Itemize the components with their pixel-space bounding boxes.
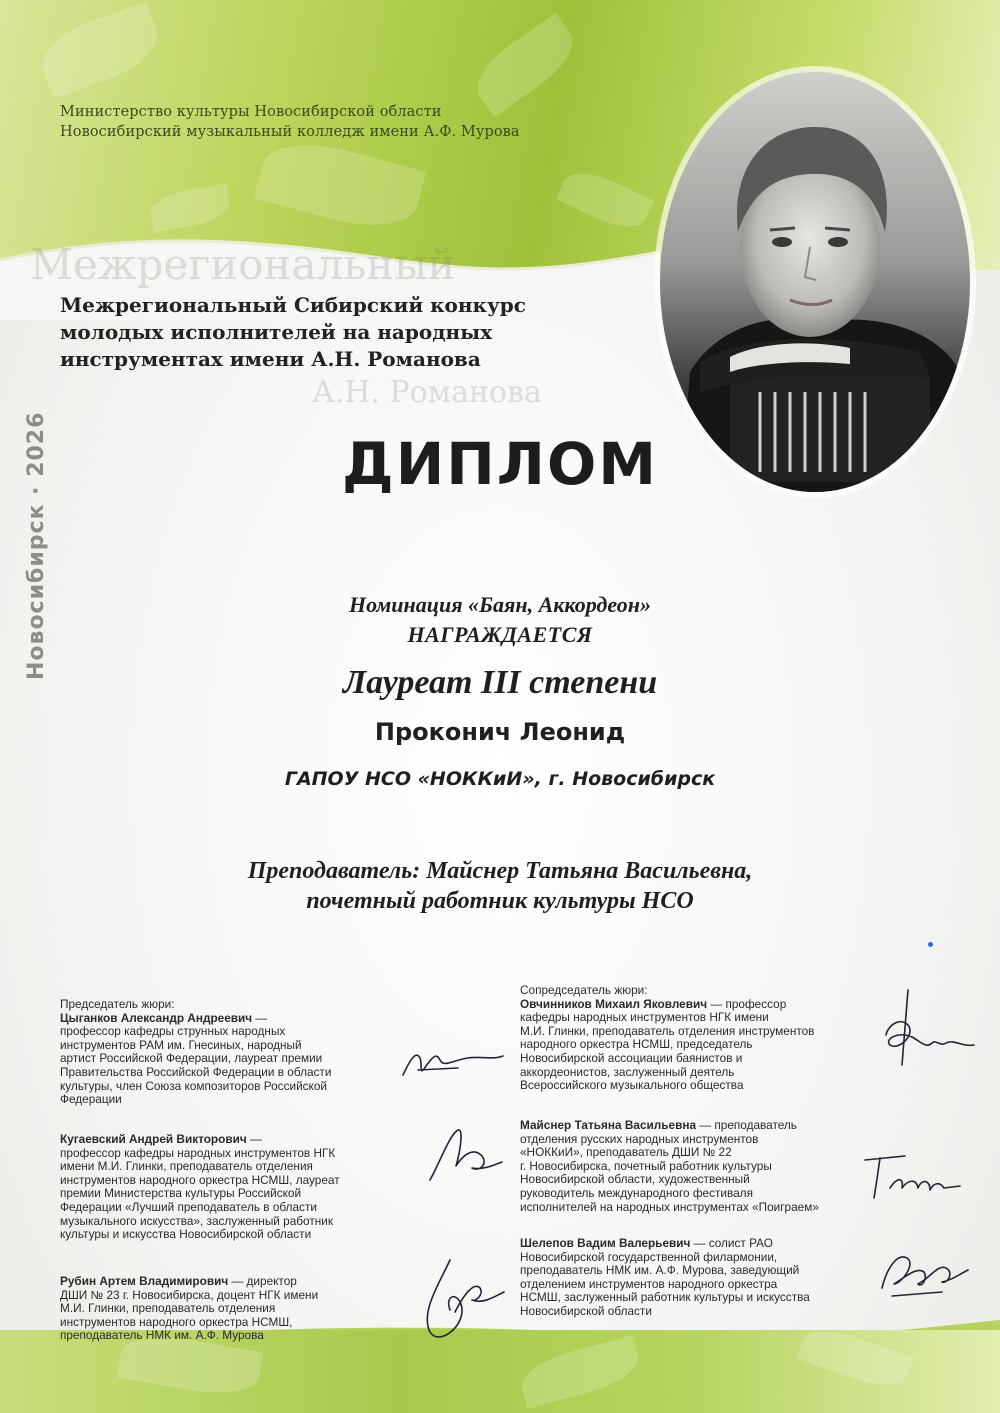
jury-desc-line: «НОККиИ», преподаватель ДШИ № 22 xyxy=(520,1145,732,1160)
jury-desc-line: инструментов РАМ им. Гнесиных, народный xyxy=(60,1037,302,1052)
jury-chair: Председатель жюри: Цыганков Александр Андреевич — профессор кафедры струнных народных инструментов РАМ им. Гнесиных, народный артист Российской Федерации, лауреат премии Правительства Российской Федерации в области культуры, член Союза композиторов Российской Федерации xyxy=(60,998,420,1107)
contest-name xyxy=(60,292,660,373)
laureate-degree: Лауреат III степени xyxy=(342,664,658,701)
jury-desc-line: исполнителей на народных инструментах «Поиграем» xyxy=(520,1199,819,1214)
signature-cochair xyxy=(878,985,978,1075)
portrait-illustration xyxy=(660,72,970,492)
jury-desc-line: имени М.И. Глинки, преподаватель отделения xyxy=(60,1159,313,1174)
jury-desc-line: ДШИ № 23 г. Новосибирска, доцент НГК имени xyxy=(60,1287,319,1302)
jury-desc-line: Новосибирской ассоциации баянистов и xyxy=(520,1050,743,1065)
jury-desc-line: кафедры народных инструментов НГК имени xyxy=(520,1010,769,1025)
jury-member: Кугаевский Андрей Викторович — профессор кафедры народных инструментов НГК имени М.И. Глинки, преподаватель отделения инструментов народного оркестра НСМШ, лауреат премии Министерства культуры Российской Федерации «Лучший преподаватель в области музыкального искусства», заслуженный работник культуры и искусства Новосибирской области xyxy=(60,1133,440,1242)
diploma-title: ДИПЛОМ xyxy=(342,430,658,498)
jury-desc-line: музыкального искусства», заслуженный работник xyxy=(60,1213,334,1228)
jury-member-name: Овчинников Михаил Яковлевич xyxy=(520,996,708,1011)
jury-desc-line: НСМШ, заслуженный работник культуры и искусства xyxy=(520,1290,810,1305)
nomination: Номинация «Баян, Аккордеон» xyxy=(348,592,652,617)
signature-member4 xyxy=(872,1238,972,1308)
winner-name: Прoконич Леонид xyxy=(374,718,626,746)
jury-member-name: Цыганков Александр Андреевич xyxy=(60,1010,253,1025)
teacher-line: Преподаватель: Майснер Татьяна Васильевна, xyxy=(247,858,753,884)
jury-cochair: Сопредседатель жюри: Овчинников Михаил Яковлевич — профессор кафедры народных инструментов НГК имени М.И. Глинки, преподаватель отделения инструментов народного оркестра НСМШ, председатель Новосибирской ассоциации баянистов и аккордеонистов, заслуженный деятель Всероссийского музыкального общества xyxy=(520,984,880,1093)
jury-desc-line: М.И. Глинки, преподаватель отделения инструментов xyxy=(520,1023,815,1038)
jury-desc-line: Федерации «Лучший преподаватель в области xyxy=(60,1199,317,1214)
jury-role: Сопредседатель жюри: xyxy=(520,983,648,997)
jury-desc-line: инструментов народного оркестра НСМШ, лауреат xyxy=(60,1172,340,1187)
jury-member-name: Кугаевский Андрей Викторович xyxy=(60,1132,247,1146)
jury-desc-line: отделения русских народных инструментов xyxy=(520,1131,759,1146)
jury-desc-line: Новосибирской области xyxy=(520,1303,652,1318)
jury-member-name: Майснер Татьяна Васильевна xyxy=(520,1118,697,1132)
jury-desc-line: Федерации xyxy=(60,1092,122,1107)
jury-desc-line: культуры и искусства Новосибирской области xyxy=(60,1227,312,1242)
jury-desc-line: премии Министерства культуры Российской xyxy=(60,1186,302,1201)
signature-chair xyxy=(398,1030,508,1090)
jury-desc-line: преподаватель НМК им. А.Ф. Мурова, заведующий xyxy=(520,1263,800,1278)
watermark-text: Межрегиональный xyxy=(30,240,456,289)
side-city-year: Новосибирск · 2026 xyxy=(24,411,49,680)
jury-desc-line: инструментов народного оркестра НСМШ, xyxy=(60,1314,293,1329)
ink-dot xyxy=(928,942,933,947)
contest-line: Межрегиональный Сибирский конкурс xyxy=(60,293,526,317)
signature-member3 xyxy=(860,1148,970,1208)
jury-member: Шелепов Вадим Валерьевич — солист РАО Новосибирской государственной филармонии, преподаватель НМК им. А.Ф. Мурова, заведующий отделением инструментов народного оркестра НСМШ, заслуженный работник культуры и искусства Новосибирской области xyxy=(520,1237,890,1319)
jury-desc-line: Правительства Российской Федерации в области xyxy=(60,1064,332,1079)
jury-desc-line: солист РАО xyxy=(708,1236,773,1250)
watermark-text: А.Н. Романова xyxy=(312,375,542,410)
teacher-title: почетный работник культуры НСО xyxy=(306,888,694,914)
college-line: Новосибирский музыкальный колледж имени А.Ф. Мурова xyxy=(60,124,520,140)
jury-desc-line: Всероссийского музыкального общества xyxy=(520,1078,744,1093)
contest-line: молодых исполнителей на народных xyxy=(60,320,493,344)
portrait-photo xyxy=(660,72,970,492)
jury-desc-line: руководитель международного фестиваля xyxy=(520,1185,753,1200)
jury-member-name: Рубин Артем Владимирович xyxy=(60,1274,229,1288)
winner-institution: ГАПОУ НСО «НОККиИ», г. Новосибирск xyxy=(284,768,716,790)
jury-desc-line: аккордеонистов, заслуженный деятель xyxy=(520,1064,735,1079)
jury-desc-line: народного оркестра НСМШ, председатель xyxy=(520,1037,753,1052)
jury-desc-line: Новосибирской области, художественный xyxy=(520,1172,750,1187)
jury-desc-line: директор xyxy=(246,1274,297,1288)
signature-member2 xyxy=(400,1252,510,1352)
jury-desc-line: профессор кафедры струнных народных xyxy=(60,1024,286,1039)
jury-role: Председатель жюри: xyxy=(60,997,175,1011)
jury-desc-line: г. Новосибирска, почетный работник культуры xyxy=(520,1158,772,1173)
jury-desc-line: профессор кафедры народных инструментов НГК xyxy=(60,1145,336,1160)
jury-desc-line: Новосибирской государственной филармонии, xyxy=(520,1249,778,1264)
jury-desc-line: преподаватель xyxy=(714,1118,797,1132)
jury-member: Рубин Артем Владимирович — директор ДШИ № 23 г. Новосибирска, доцент НГК имени М.И. Глинки, преподаватель отделения инструментов народного оркестра НСМШ, преподаватель НМК им. А.Ф. Мурова xyxy=(60,1275,440,1343)
contest-line: инструментах имени А.Н. Романова xyxy=(60,347,481,371)
jury-desc-line: отделением инструментов народного оркестра xyxy=(520,1276,778,1291)
awarded-label: НАГРАЖДАЕТСЯ xyxy=(407,622,593,647)
jury-desc-line: культуры, член Союза композиторов Российской xyxy=(60,1078,328,1093)
ministry-line: Министерство культуры Новосибирской области xyxy=(60,104,442,120)
jury-desc-line: преподаватель НМК им. А.Ф. Мурова xyxy=(60,1328,264,1343)
jury-member: Майснер Татьяна Васильевна — преподаватель отделения русских народных инструментов «НОККиИ», преподаватель ДШИ № 22 г. Новосибирска, почетный работник культуры Новосибирской области, художественный руководитель международного фестиваля исполнителей на народных инструментах «Поиграем» xyxy=(520,1119,890,1214)
jury-desc-line: М.И. Глинки, преподаватель отделения xyxy=(60,1301,276,1316)
jury-desc-line: профессор xyxy=(725,996,787,1011)
jury-desc-line: артист Российской Федерации, лауреат премии xyxy=(60,1051,323,1066)
jury-member-name: Шелепов Вадим Валерьевич xyxy=(520,1236,691,1250)
signature-member1 xyxy=(420,1122,510,1192)
